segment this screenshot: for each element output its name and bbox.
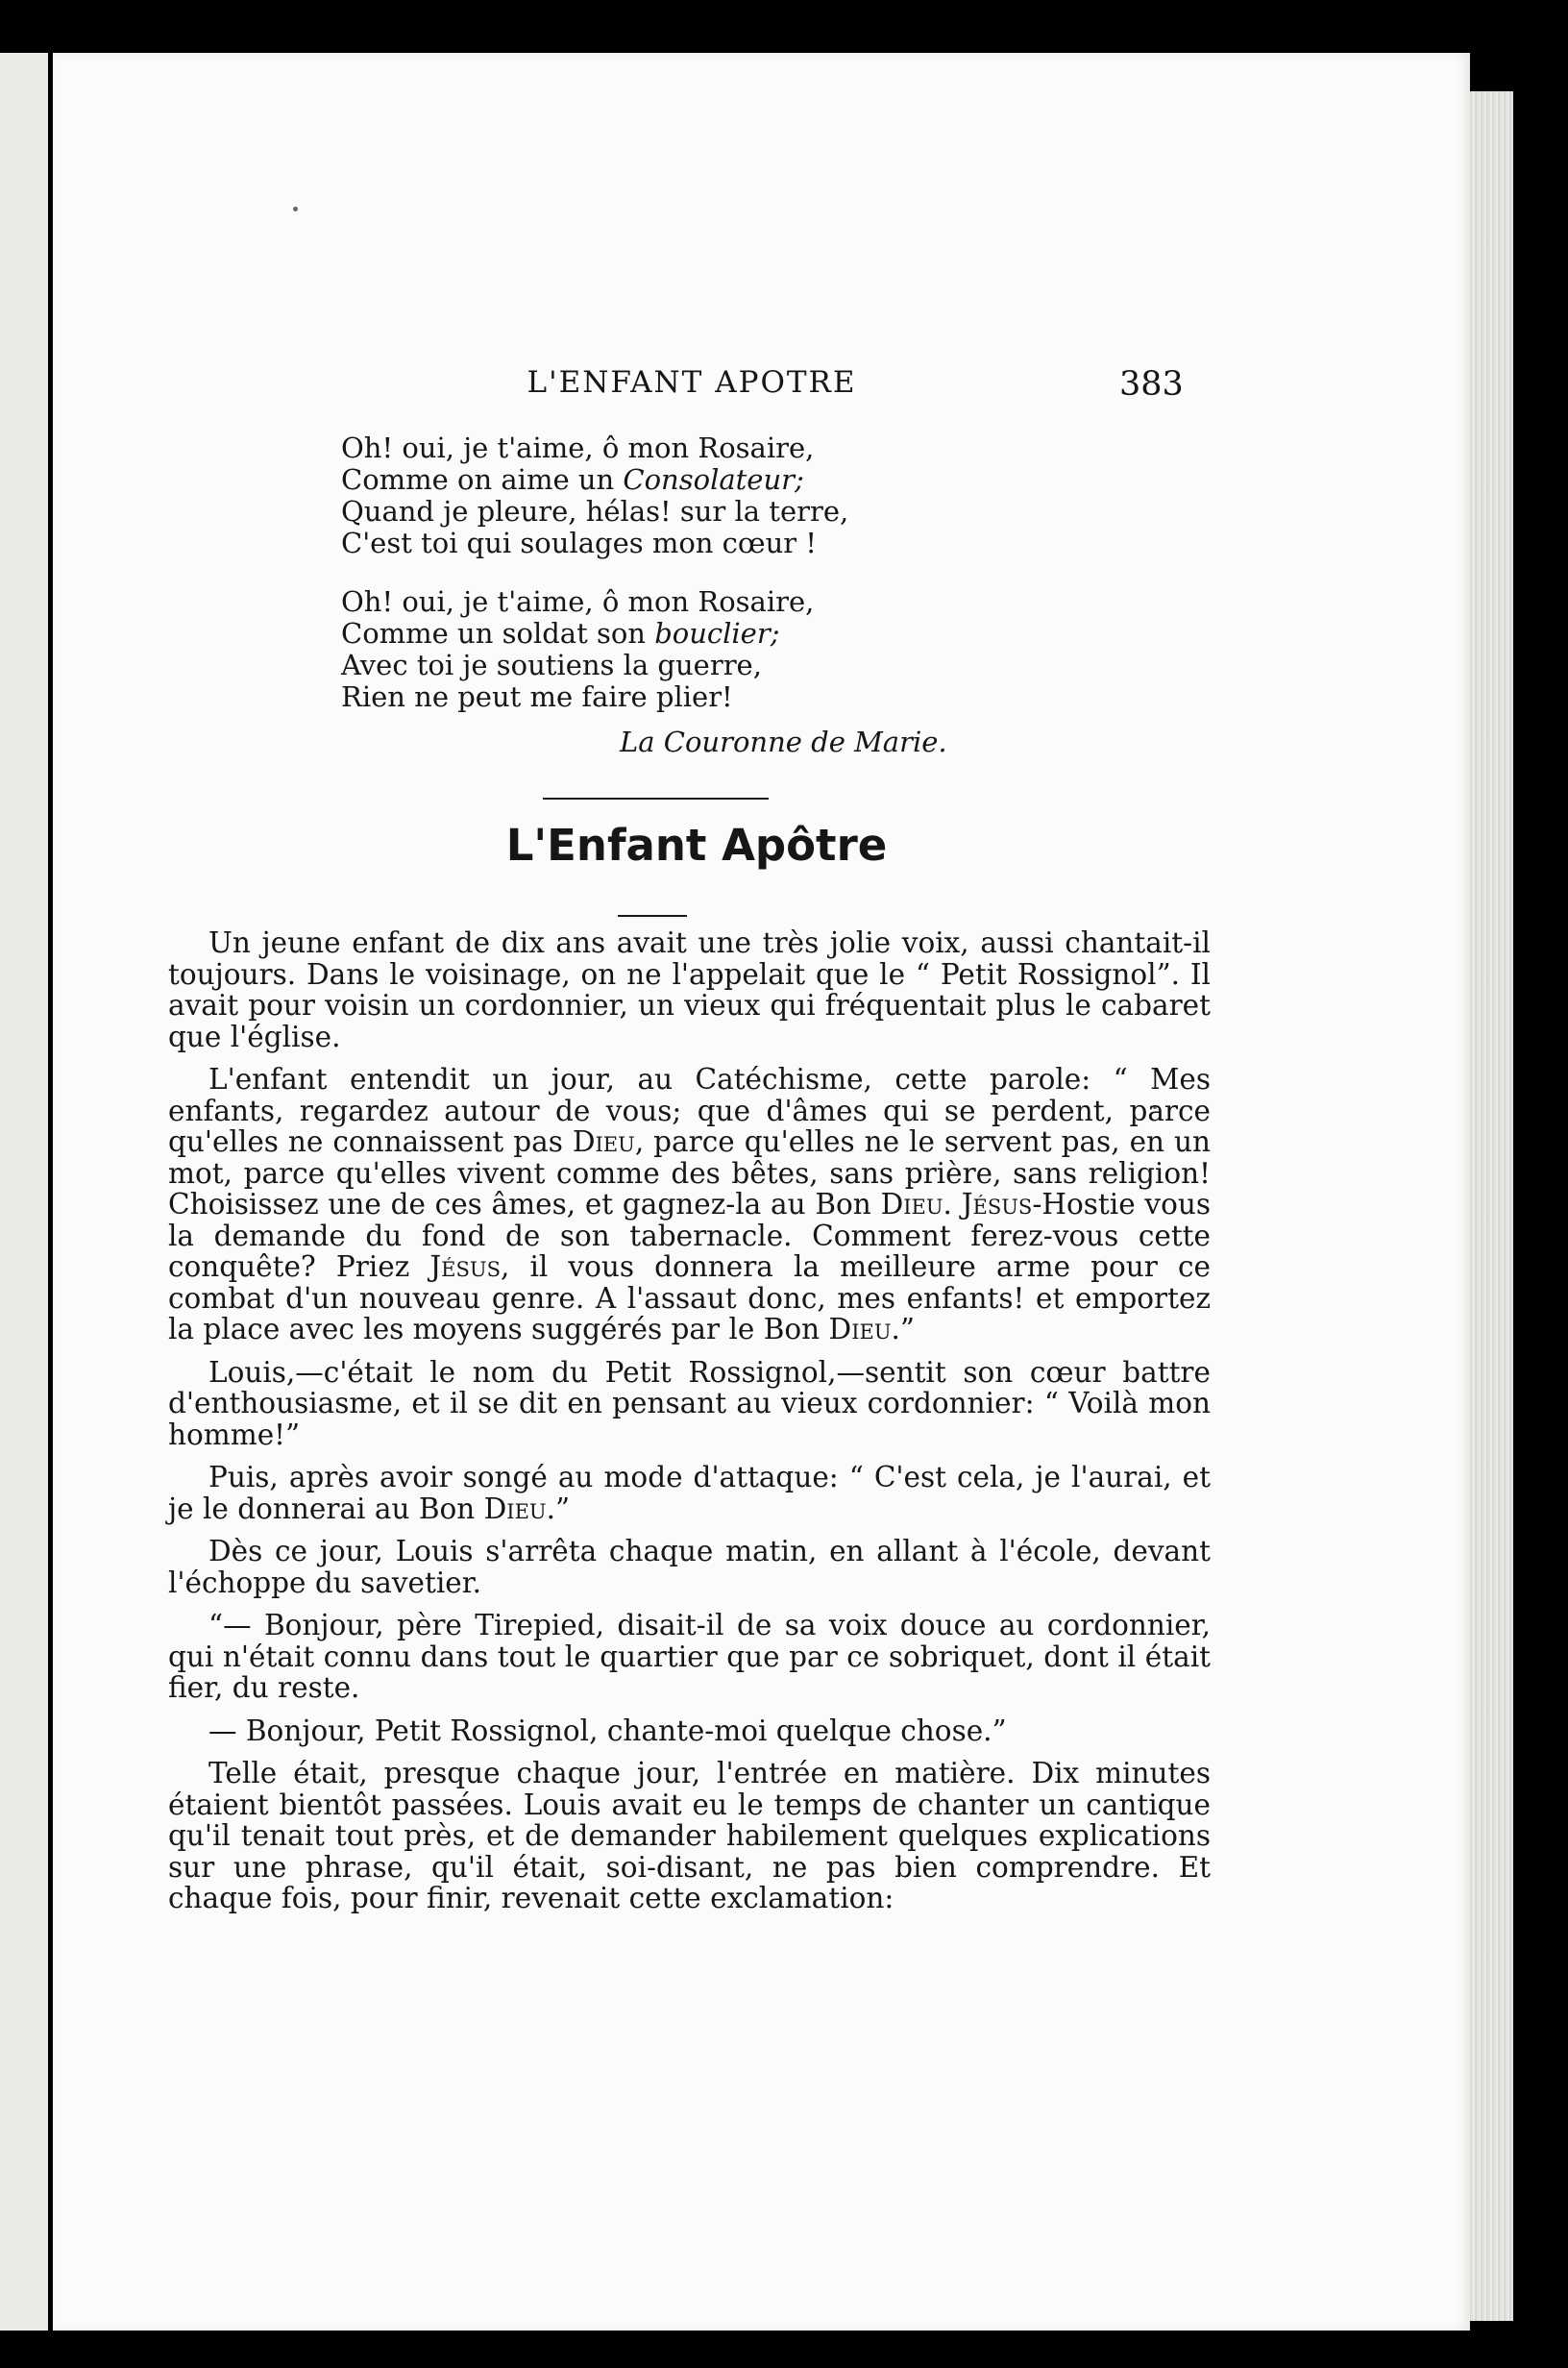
poem-line: Quand je pleure, hélas! sur la terre, bbox=[341, 495, 849, 528]
poem-line: Rien ne peut me faire plier! bbox=[341, 680, 733, 713]
section-divider bbox=[543, 798, 769, 800]
book-page bbox=[53, 53, 1470, 2331]
small-caps-word: Jésus bbox=[429, 1250, 501, 1283]
title-underline bbox=[618, 915, 687, 917]
body-text bbox=[168, 927, 1211, 1926]
chapter-title: L'Enfant Apôtre bbox=[505, 820, 888, 871]
text-run: , il vous donnera la meilleure arme pour ce combat d'un nouveau genre. A l'assaut donc, mes enfants! et emportez la place avec les moyens suggérés par le Bon bbox=[168, 1250, 1211, 1345]
paragraph bbox=[168, 1462, 1211, 1524]
text-run: L'enfant entendit un jour, au Catéchisme, cette parole: “ Mes enfants, regardez autour de vous; que d'âmes qui se perdent, parce qu'elles ne connaissent pas bbox=[168, 1063, 1211, 1158]
poem-stanza bbox=[341, 432, 1090, 559]
poem-line: Comme on aime un Consolateur; bbox=[341, 463, 804, 496]
text-run: . bbox=[943, 1188, 962, 1221]
paragraph: — Bonjour, Petit Rossignol, chante-moi quelque chose.” bbox=[208, 1714, 1007, 1747]
small-caps-word: Dieu bbox=[828, 1313, 892, 1345]
paragraph: Telle était, presque chaque jour, l'entrée en matière. Dix minutes étaient bientôt passées. Louis avait eu le temps de chanter un cantique qu'il tenait tout près, et de demander habilement quelques explications sur une phrase, qu'il était, soi-disant, ne pas bien comprendre. Et chaque fois, pour finir, revenait cette exclamation: bbox=[168, 1757, 1211, 1914]
text-run: , parce qu'elles ne le servent pas, en un mot, parce qu'elles vivent comme des bêtes, sans prière, sans religion! Choisissez une de ces âmes, et gagnez-la au Bon bbox=[168, 1125, 1212, 1221]
paper-speck bbox=[293, 207, 298, 211]
paragraph: Dès ce jour, Louis s'arrêta chaque matin, en allant à l'école, devant l'échoppe du savetier. bbox=[168, 1535, 1211, 1599]
poem-line: Oh! oui, je t'aime, ô mon Rosaire, bbox=[341, 585, 815, 618]
left-page-edge bbox=[0, 53, 48, 2331]
poem-line: C'est toi qui soulages mon cœur ! bbox=[341, 527, 818, 559]
small-caps-word: Dieu bbox=[483, 1492, 547, 1525]
page-number: 383 bbox=[1119, 365, 1184, 404]
paragraph: Un jeune enfant de dix ans avait une très jolie voix, aussi chantait-il toujours. Dans le voisinage, on ne l'appelait que le “ Petit Rossignol”. Il avait pour voisin un cordonnier, un vieux qui fréquentait plus le cabaret que l'église. bbox=[168, 926, 1211, 1053]
poem-attribution: La Couronne de Marie. bbox=[620, 726, 947, 758]
poem bbox=[341, 432, 1090, 740]
poem-line: Oh! oui, je t'aime, ô mon Rosaire, bbox=[341, 432, 815, 464]
text-run: .” bbox=[546, 1492, 571, 1525]
paragraph: Louis,—c'était le nom du Petit Rossignol,—sentit son cœur battre d'enthousiasme, et il se dit en pensant au vieux cordonnier: “ Voilà mon homme!” bbox=[168, 1355, 1211, 1451]
small-caps-word: Dieu bbox=[880, 1188, 943, 1221]
poem-line: Avec toi je soutiens la guerre, bbox=[341, 649, 762, 681]
text-run: -Hostie vous la demande du fond de son tabernacle. Comment ferez-vous cette conquête? Priez bbox=[168, 1188, 1211, 1283]
small-caps-word: Jésus bbox=[961, 1188, 1033, 1221]
running-header bbox=[53, 365, 1470, 423]
poem-line: Comme un soldat son bouclier; bbox=[341, 617, 780, 650]
small-caps-word: Dieu bbox=[572, 1125, 635, 1158]
text-run: .” bbox=[891, 1313, 915, 1345]
running-title: L'ENFANT APOTRE bbox=[527, 365, 857, 400]
text-run: Puis, après avoir songé au mode d'attaque: “ C'est cela, je l'aurai, et je le donnerai au Bon bbox=[168, 1461, 1211, 1525]
paragraph bbox=[168, 1064, 1211, 1345]
italic-word: bouclier; bbox=[654, 617, 780, 650]
poem-stanza bbox=[341, 586, 1090, 713]
paragraph: “— Bonjour, père Tirepied, disait-il de sa voix douce au cordonnier, qui n'était connu dans tout le quartier que par ce sobriquet, dont il était fier, du reste. bbox=[168, 1609, 1211, 1704]
italic-word: Consolateur; bbox=[623, 463, 804, 496]
